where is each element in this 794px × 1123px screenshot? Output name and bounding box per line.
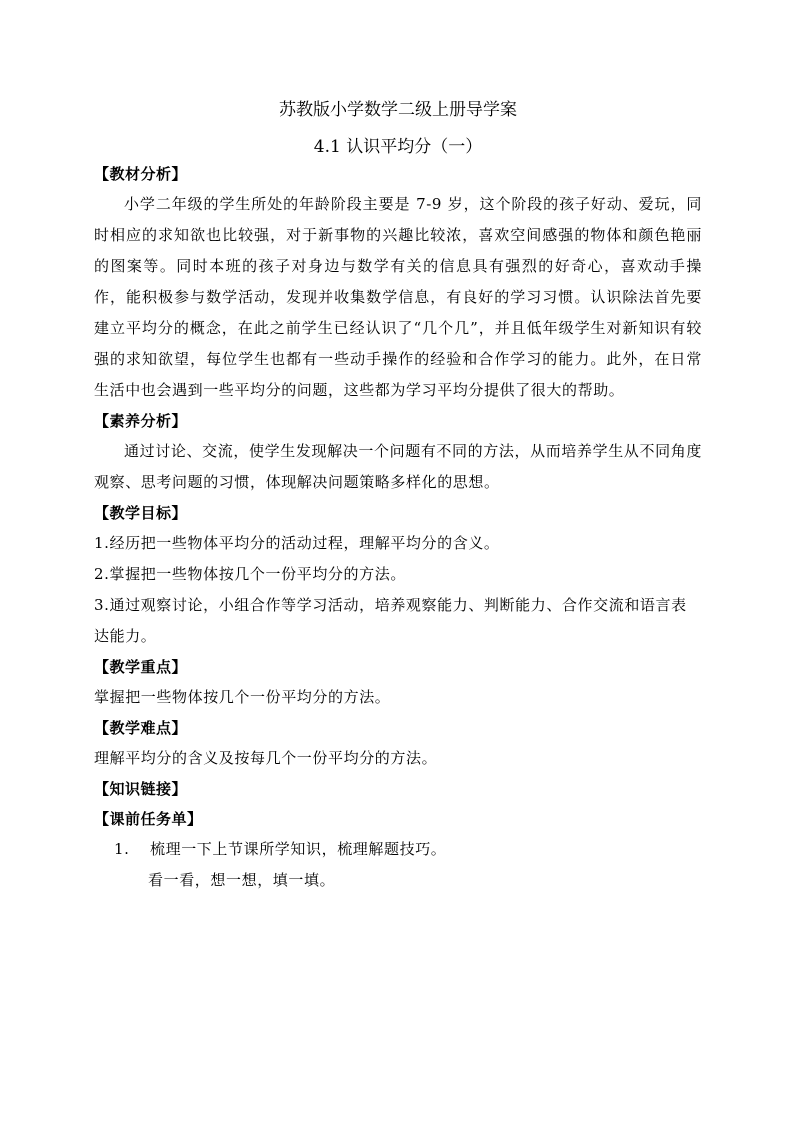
task-item [94,834,702,865]
section-key-points [94,652,702,713]
document-title: 苏教版小学数学二级上册导学案 [279,100,517,120]
goal-item: 1.经历把一些物体平均分的活动过程，理解平均分的含义。 [94,534,500,552]
section-heading: 【教学难点】 [94,719,188,737]
section-body: 理解平均分的含义及按每几个一份平均分的方法。 [94,749,438,767]
section-body: 通过讨论、交流，使学生发现解决一个问题有不同的方法，从而培养学生从不同角度观察、思考问题的习惯，体现解决问题策略多样化的思想。 [94,442,702,491]
section-teaching-goals [94,498,702,652]
document-page [94,98,702,896]
section-difficulties [94,713,702,774]
section-literacy-analysis [94,406,702,498]
document-subtitle: 4.1 认识平均分（一） [313,137,483,157]
task-text: 梳理一下上节课所学知识，梳理解题技巧。 [150,840,447,858]
section-body: 小学二年级的学生所处的年龄阶段主要是 7-9 岁，这个阶段的孩子好动、爱玩，同时相应的求知欲也比较强，对于新事物的兴趣比较浓，喜欢空间感强的物体和颜色艳丽的图案等。同时本班的孩子对身边与数学有关的信息具有强烈的好奇心，喜欢动手操作，能积极参与数学活动，发现并收集数学信息，有良好的学习习惯。认识除法首先要建立平均分的概念，在此之前学生已经认识了“几个几”，并且低年级学生对新知识有较强的求知欲望，每位学生也都有一些动手操作的经验和合作学习的能力。此外，在日常生活中也会遇到一些平均分的问题，这些都为学习平均分提供了很大的帮助。 [94,195,702,399]
section-knowledge-link [94,774,702,804]
section-heading: 【素养分析】 [94,412,188,430]
task-subtext: 看一看，想一想，填一填。 [148,871,336,889]
goal-item: 2.掌握把一些物体按几个一份平均分的方法。 [94,565,406,583]
section-heading: 【教材分析】 [94,165,188,183]
section-body: 掌握把一些物体按几个一份平均分的方法。 [94,688,391,706]
task-number: 1. [114,840,130,858]
goal-item: 3.通过观察讨论，小组合作等学习活动，培养观察能力、判断能力、合作交流和语言表达能力。 [94,596,687,645]
section-heading: 【教学目标】 [94,504,188,522]
section-heading: 【知识链接】 [94,780,188,798]
section-heading: 【课前任务单】 [94,810,203,828]
section-heading: 【教学重点】 [94,658,188,676]
section-textbook-analysis [94,159,702,406]
section-pre-class-tasks [94,804,702,896]
